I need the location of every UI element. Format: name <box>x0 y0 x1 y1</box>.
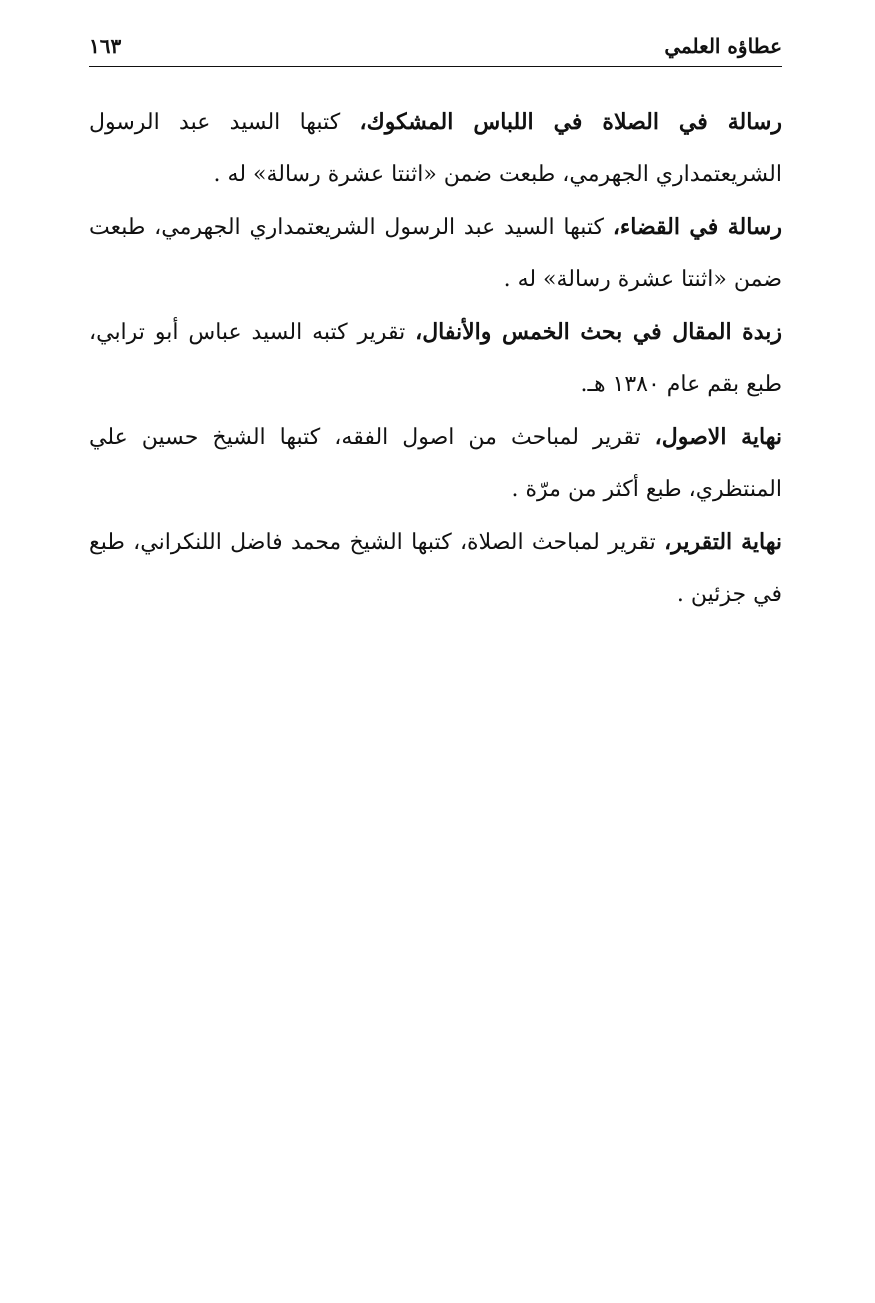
entry-text: كتبها السيد عبد الرسول الشريعتمداري الجهرمي، طبعت ضمن «اثنتا عشرة رسالة» له . <box>89 110 782 187</box>
entry-title: نهاية التقرير، <box>664 529 782 555</box>
running-title: عطاؤه العلمي <box>664 34 782 58</box>
entry-title: رسالة في الصلاة في اللباس المشكوك، <box>359 109 783 135</box>
entry-title: نهاية الاصول، <box>654 424 782 450</box>
bibliography-list <box>89 96 782 621</box>
bibliography-entry <box>89 411 782 516</box>
bibliography-entry <box>89 516 782 621</box>
page-number: ١٦٣ <box>89 34 122 58</box>
entry-text: تقرير كتبه السيد عباس أبو ترابي، طبع بقم عام ١٣٨٠ هـ. <box>89 320 782 397</box>
entry-text: تقرير لمباحث من اصول الفقه، كتبها الشيخ حسين علي المنتظري، طبع أكثر من مرّة . <box>89 425 782 502</box>
entry-text: تقرير لمباحث الصلاة، كتبها الشيخ محمد فاضل اللنكراني، طبع في جزئين . <box>89 530 782 607</box>
entry-title: رسالة في القضاء، <box>612 214 782 240</box>
page-header <box>89 30 782 67</box>
bibliography-entry <box>89 201 782 306</box>
entry-text: كتبها السيد عبد الرسول الشريعتمداري الجهرمي، طبعت ضمن «اثنتا عشرة رسالة» له . <box>89 215 782 292</box>
bibliography-entry <box>89 306 782 411</box>
bibliography-entry <box>89 96 782 201</box>
entry-title: زبدة المقال في بحث الخمس والأنفال، <box>415 319 782 345</box>
